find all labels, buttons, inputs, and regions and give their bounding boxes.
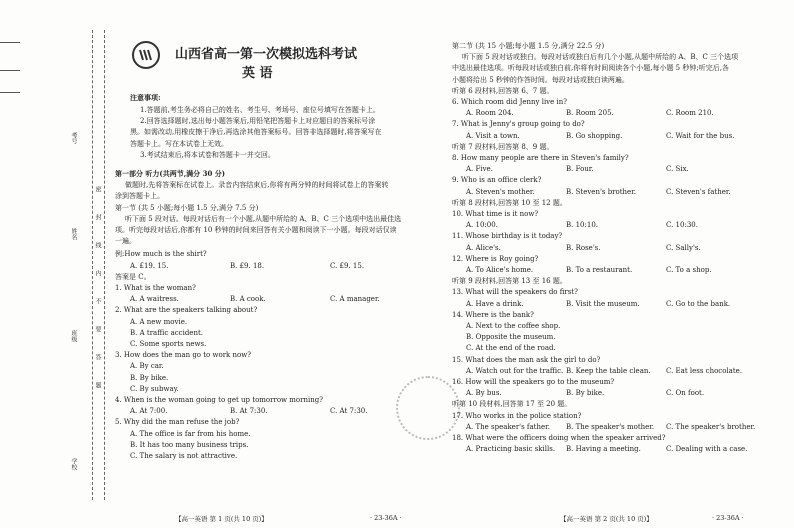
seal-char: 题: [94, 382, 101, 388]
option: A. Next to the coffee shop.: [466, 322, 561, 330]
option: A. Steven's mother.: [466, 187, 535, 196]
example-option: A. £19. 15.: [130, 261, 169, 270]
section2-intro: 听下面 5 段对话或独白。每段对话或独白后有几个小题,从题中所给的 A、B、C 三个选项: [462, 53, 739, 62]
option: A. At 7:00.: [130, 407, 168, 416]
question: 2. What are the speakers talking about?: [115, 306, 258, 315]
question: 17. Who works in the police station?: [452, 411, 582, 420]
option: C. A manager.: [330, 295, 380, 304]
option: C. Some sports news.: [130, 340, 207, 348]
notes-title: 注意事项:: [130, 93, 161, 102]
option: C. The salary is not attractive.: [130, 452, 238, 460]
question: 7. What is Jenny's group going to do?: [452, 120, 585, 129]
margin-rule: [0, 70, 20, 71]
option: B. It has too many business trips.: [130, 440, 249, 449]
option: B. Opposite the museum.: [466, 333, 556, 342]
exam-title: 山西省高一第一次模拟选科考试: [175, 47, 358, 62]
subject-title: 英 语: [242, 66, 273, 81]
option: A. To Alice's home.: [466, 266, 534, 274]
notes-line: 黑。如需改动,用橡皮擦干净后,再选涂其他答案标号。回答非选择题时,将答案写在: [130, 128, 382, 137]
material-note: 听第 9 段材料,回答第 13 至 16 题。: [452, 277, 567, 286]
option: A. Have a drink.: [466, 299, 524, 308]
option: C. Six.: [666, 165, 689, 174]
option: C. By subway.: [130, 384, 179, 393]
notes-line: 1.答题前,考生务必将自己的姓名、考生号、考场号、座位号填写在答题卡上。: [140, 106, 380, 114]
section1-title: 第一节 (共 5 小题;每小题 1.5 分,满分 7.5 分): [115, 203, 259, 212]
option: C. Room 210.: [666, 109, 714, 118]
option: B. To a restaurant.: [566, 266, 633, 274]
option: B. The speaker's mother.: [566, 422, 655, 431]
option: A. 10:00.: [466, 221, 498, 230]
section1-intro: 听下面 5 段对话。每段对话后有一个小题,从题中所给的 A、B、C 三个选项中选出最佳选: [125, 214, 402, 223]
option: B. Having a meeting.: [566, 445, 641, 454]
option: B. A traffic accident.: [130, 328, 203, 337]
margin-label: 班级: [70, 330, 77, 342]
notes-line: 2.回答选择题时,选出每小题答案后,用铅笔把答题卡上对应题目的答案标号涂: [140, 117, 376, 126]
option: A. Five.: [466, 165, 493, 174]
question: 11. Whose birthday is it today?: [452, 232, 563, 241]
option: B. Steven's brother.: [566, 187, 636, 196]
option: A. Practicing basic skills.: [466, 445, 556, 454]
option: A. A waitress.: [130, 295, 179, 304]
option: A. A new movie.: [130, 317, 188, 326]
question: 3. How does the man go to work now?: [115, 351, 251, 360]
option: C. 10:30.: [666, 221, 698, 230]
seal-char: 线: [94, 242, 101, 248]
question: 8. How many people are there in Steven's family?: [452, 154, 629, 162]
option: B. Visit the museum.: [566, 299, 640, 308]
seal-char: 封: [94, 214, 101, 220]
option: B. By bike.: [566, 389, 605, 398]
option: A. The speaker's father.: [466, 422, 550, 431]
part1-title: 第一部分 听力(共两节,满分 30 分): [115, 169, 226, 178]
material-note: 听第 10 段材料,回答第 17 至 20 题。: [452, 400, 572, 409]
part1-intro: 涂到答题卡上。: [115, 192, 164, 201]
section2-intro: 中选出最佳选项。听每段对话或独白前,你将有时间阅读各个小题,每小题 5 秒钟;听完后,各: [452, 64, 729, 73]
option: A. The office is far from his home.: [130, 429, 251, 438]
question: 4. When is the woman going to get up tomorrow morning?: [115, 396, 323, 404]
option: C. The speaker's brother.: [666, 422, 756, 431]
material-note: 听第 6 段材料,回答第 6、7 题。: [452, 86, 554, 95]
material-note: 听第 7 段材料,回答第 8、9 题。: [452, 142, 554, 151]
question: 14. Where is the bank?: [452, 310, 534, 319]
margin-rule: [0, 92, 20, 93]
seal-char: 不: [94, 298, 101, 304]
option: C. Wait for the bus.: [666, 131, 735, 140]
option: C. On foot.: [666, 389, 705, 398]
footer-left: 【高一英语 第 1 页(共 10 页)】: [175, 515, 268, 523]
notes-line: 答题卡上。写在本试卷上无效。: [130, 139, 228, 148]
question: 5. Why did the man refuse the job?: [115, 418, 240, 427]
option: A. Watch out for the traffic.: [466, 366, 564, 375]
option: A. Visit a town.: [466, 131, 520, 140]
notes-line: 3.考试结束后,将本试卷和答题卡一并交回。: [140, 150, 275, 159]
option: C. At 7:30.: [330, 407, 368, 416]
question: 9. Who is an office clerk?: [452, 176, 542, 185]
option: C. At the end of the road.: [466, 344, 556, 353]
question: 10. What time is it now?: [452, 210, 539, 218]
option: C. Sally's.: [666, 243, 701, 252]
option: B. A cook.: [230, 295, 266, 304]
option: B. By bike.: [130, 373, 169, 382]
seal-char: 答: [94, 354, 101, 360]
seal-char: 内: [94, 270, 101, 276]
margin-label: 学校: [70, 458, 77, 470]
example-question: 例:How much is the shirt?: [115, 250, 207, 259]
option: A. By bus.: [466, 389, 502, 398]
seal-line: [104, 30, 105, 500]
option: B. At 7:30.: [230, 407, 268, 416]
option: C. Steven's father.: [666, 187, 731, 196]
watermark-seal-icon: [396, 376, 460, 440]
question: 13. What will the speakers do first?: [452, 288, 578, 297]
option: C. Go to the bank.: [666, 299, 731, 308]
option: C. To a shop.: [666, 266, 712, 274]
seal-char: 要: [94, 326, 101, 332]
option: A. Room 204.: [466, 109, 514, 118]
question: 18. What were the officers doing when the speaker arrived?: [452, 434, 666, 442]
logo-icon: [132, 41, 160, 69]
example-option: C. £9. 15.: [330, 261, 365, 270]
question: 15. What does the man ask the girl to do?: [452, 355, 601, 364]
question: 16. How will the speakers go to the museum?: [452, 378, 615, 386]
example-answer: 答案是 C。: [115, 272, 151, 281]
question: 12. Where is Roy going?: [452, 254, 539, 263]
section1-intro: 一遍。: [115, 237, 136, 246]
part1-intro: 做题时,先将答案标在试卷上。录音内容结束后,你将有两分钟的时间将试卷上的答案转: [125, 181, 389, 190]
margin-label: 考号: [70, 132, 77, 144]
option: B. Room 205.: [566, 109, 614, 118]
section1-intro: 项。听完每段对话后,你都有 10 秒钟的时间来回答有关小题和阅读下一小题。每段对话仅读: [115, 226, 397, 234]
option: B. 10:10.: [566, 221, 598, 230]
option: C. Dealing with a case.: [666, 445, 748, 454]
section2-title: 第二节 (共 15 小题;每小题 1.5 分,满分 22.5 分): [452, 42, 605, 50]
footer-left-code: · 23-36A ·: [370, 514, 402, 522]
option: B. Keep the table clean.: [566, 366, 651, 375]
seal-line: [92, 30, 93, 500]
section2-intro: 小题将给出 5 秒钟的作答时间。每段对话或独白读两遍。: [452, 75, 629, 84]
option: B. Rose's.: [566, 243, 601, 252]
footer-right: 【高一英语 第 2 页(共 10 页)】: [560, 515, 653, 523]
question: 1. What is the woman?: [115, 284, 196, 292]
option: B. Four.: [566, 165, 594, 174]
option: C. Eat less chocolate.: [666, 366, 743, 375]
margin-rule: [0, 42, 20, 43]
option: A. Alice's.: [466, 243, 501, 252]
question: 6. Which room did Jenny live in?: [452, 98, 568, 106]
option: B. Go shopping.: [566, 131, 623, 140]
margin-label: 姓名: [70, 228, 77, 240]
seal-char: 密: [94, 186, 101, 192]
footer-right-code: · 23-36A ·: [712, 514, 744, 522]
example-option: B. £9. 18.: [230, 261, 265, 270]
option: A. By car.: [130, 362, 164, 371]
material-note: 听第 8 段材料,回答第 10 至 12 题。: [452, 198, 567, 207]
